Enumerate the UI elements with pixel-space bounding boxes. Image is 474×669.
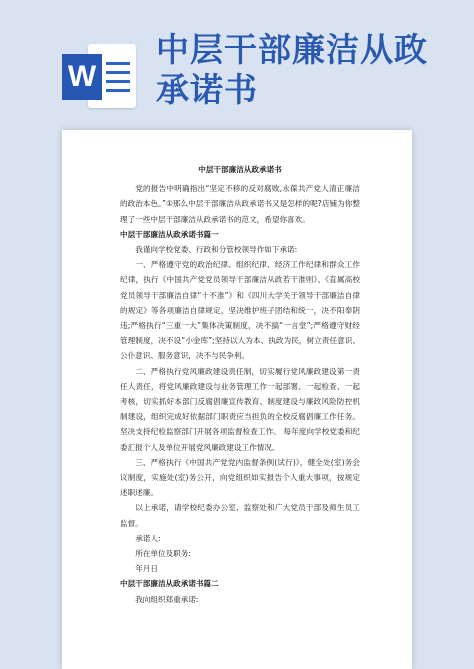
section1-lead: 我谨向学校党委、行政和分管校领导作如下承诺: [135,245,298,255]
intro-paragraph: 党的报告中明确指出“坚定不移的反对腐败,永葆共产党人清正廉洁的政治本色。”①那么中层干部廉洁从政承诺书又是怎样的呢?店铺为你整理了一些中层干部廉洁从政承诺书的范文，希望你喜欢。 [120,184,360,224]
section1-title: 中层干部廉洁从政承诺书篇一 [120,229,219,239]
paragraph-2: 二、严格执行党风廉政建设责任制，切实履行党风廉政建设第一责任人责任，将党风廉政建设与业务管理工作一起部署、一起检查、一起考核，切实抓好本部门反腐倡廉宣传教育、制度建设与廉政风险防控机制建设，组织完成好依据部门职责应当担负的全校反腐倡廉工作任务。坚决支持纪检监察部门开展各项监督检查工作。 每年度向学校党委和纪委汇报个人及单位开展党风廉政建设工作情况。 [120,366,360,452]
signer-label: 承诺人: [135,533,161,543]
paragraph-1: 一、严格遵守党的政治纪律、组织纪律、经济工作纪律和群众工作纪律，执行《中国共产党党员领导干部廉洁从政若干准则》、《直属高校党员领导干部廉洁自律“十不准”》和《四川大学关于领导干部廉洁自律的规定》等各项廉洁自律规定，坚决维护班子团结和统一，决不阳奉阴违;严格执行“三重一大”集体决策制度，决不搞“一言堂”;严格遵守财经管理制度，决不设“小金库”;坚持以人为本、执政为民，树立责任意识、公仆意识、服务意识，决不与民争利。 [120,260,360,361]
document-page [62,130,412,669]
word-letter: W [62,54,102,100]
banner-title-line2: 承诺书 [156,70,258,109]
banner-title [156,30,456,110]
word-document-icon [62,40,140,112]
banner [0,0,474,128]
date-label: 年月日 [135,564,158,574]
document-content [120,162,360,607]
section2-lead: 我向组织郑重承诺: [135,594,199,604]
paragraph-4: 以上承诺，请学校纪委办公室、监察处和广大党员干部及师生员工监督。 [120,503,360,528]
banner-title-line1: 中层干部廉洁从政 [156,30,428,69]
unit-label: 所在单位及职务: [135,549,191,559]
paragraph-3: 三、严格执行《中国共产党党内监督条例(试行)》，健全处(室)务会议制度，实施处(室)务公开，向党组织如实报告个人重大事项，按规定述职述廉。 [120,457,360,498]
document-heading: 中层干部廉洁从政承诺书 [198,165,282,174]
section2-title: 中层干部廉洁从政承诺书篇二 [120,579,219,589]
